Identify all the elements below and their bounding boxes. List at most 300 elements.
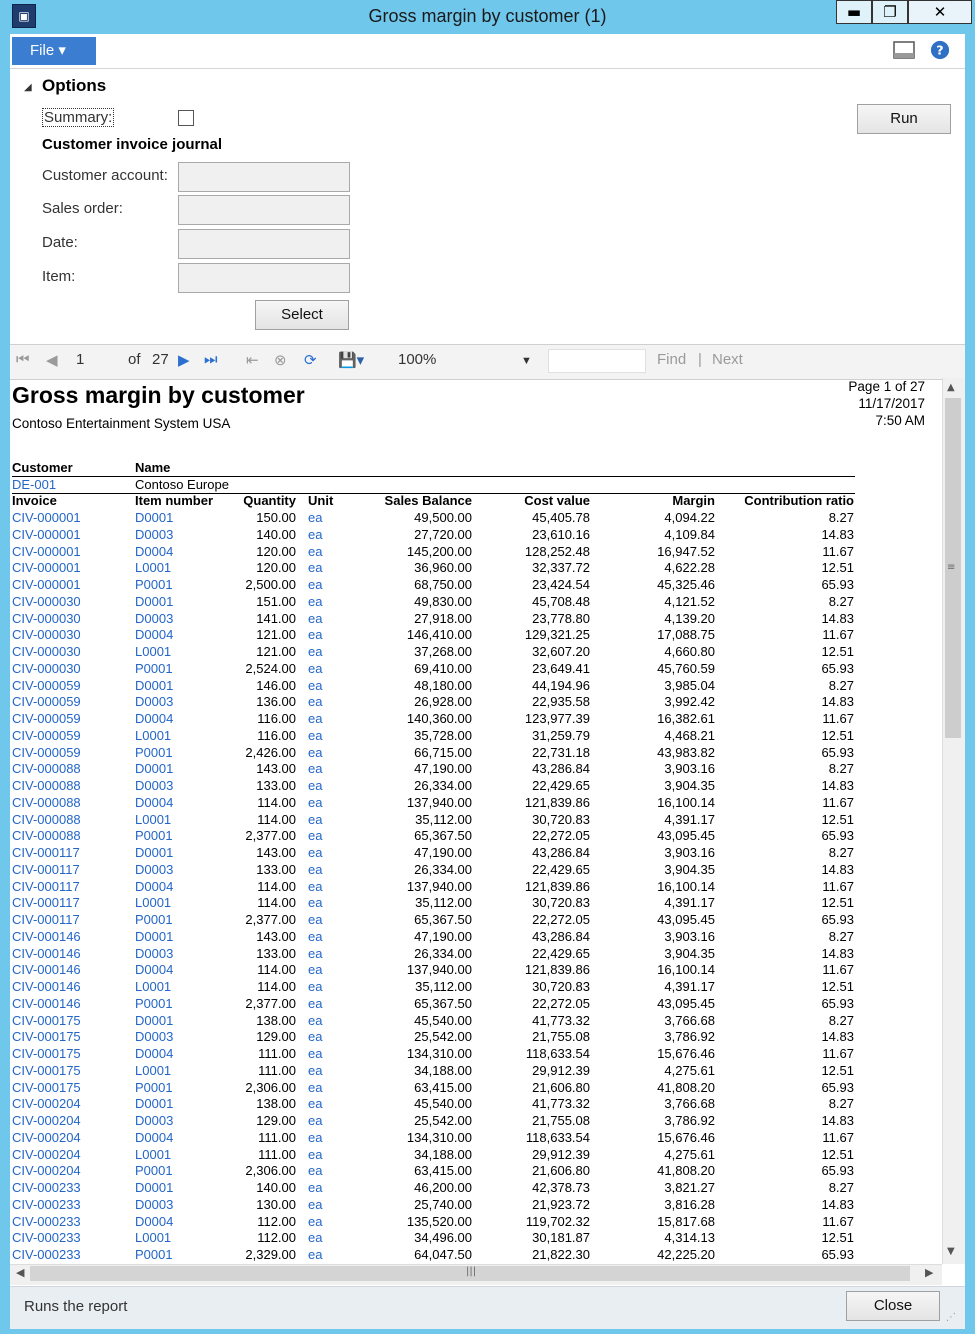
file-menu-button[interactable]: File ▾: [12, 37, 96, 65]
invoice-cell[interactable]: CIV-000059: [12, 711, 81, 726]
margin-cell: 15,676.46: [657, 1129, 715, 1145]
unit-cell[interactable]: ea: [308, 895, 323, 911]
run-button[interactable]: Run: [857, 104, 951, 134]
item-number-cell[interactable]: L0001: [135, 811, 172, 827]
invoice-cell[interactable]: CIV-000059: [12, 694, 81, 710]
unit-cell[interactable]: ea: [308, 577, 323, 592]
sales-balance-cell: 47,190.00: [414, 761, 472, 777]
item-number-cell[interactable]: P0001: [135, 1163, 173, 1179]
quantity-cell: 151.00: [256, 593, 296, 609]
quantity-cell: 129.00: [256, 1113, 296, 1128]
stop-icon[interactable]: ⊗: [274, 352, 287, 369]
margin-cell: 3,904.35: [664, 778, 715, 793]
item-number-cell[interactable]: D0001: [135, 1012, 174, 1028]
last-page-icon[interactable]: ⏭: [204, 351, 218, 368]
unit-cell[interactable]: ea: [308, 711, 323, 726]
unit-cell[interactable]: ea: [308, 861, 323, 877]
item-number-cell[interactable]: P0001: [135, 912, 173, 927]
sales-balance-cell: 36,960.00: [414, 560, 472, 576]
quantity-cell: 140.00: [256, 1180, 296, 1195]
unit-cell[interactable]: ea: [308, 962, 323, 978]
cost-value-cell: 22,272.05: [532, 912, 590, 927]
sales-balance-cell: 34,188.00: [414, 1062, 472, 1078]
margin-cell: 15,676.46: [657, 1046, 715, 1061]
unit-cell[interactable]: ea: [308, 794, 323, 810]
unit-cell[interactable]: ea: [308, 677, 323, 693]
layout-icon[interactable]: [893, 40, 915, 60]
zoom-select[interactable]: 100%: [398, 351, 437, 368]
unit-cell[interactable]: ea: [308, 593, 323, 609]
cost-value-cell: 43,286.84: [532, 845, 590, 860]
summary-label: Summary:: [44, 109, 113, 126]
invoice-cell[interactable]: CIV-000117: [12, 878, 80, 894]
item-number-cell[interactable]: D0004: [135, 1129, 174, 1145]
invoice-cell[interactable]: CIV-000204: [12, 1096, 81, 1112]
cost-value-cell: 21,822.30: [532, 1247, 590, 1262]
margin-cell: 3,903.16: [664, 761, 715, 777]
unit-cell[interactable]: ea: [308, 660, 323, 676]
unit-cell[interactable]: ea: [308, 1062, 323, 1078]
close-button[interactable]: Close: [846, 1291, 940, 1321]
margin-cell: 43,095.45: [657, 995, 715, 1011]
invoice-cell[interactable]: CIV-000030: [12, 593, 81, 609]
unit-cell[interactable]: ea: [308, 845, 323, 860]
back-icon[interactable]: ⇤: [246, 352, 259, 369]
unit-cell[interactable]: ea: [308, 1113, 323, 1128]
quantity-cell: 2,524.00: [245, 660, 296, 676]
item-number-cell[interactable]: D0004: [135, 543, 174, 559]
margin-cell: 3,821.27: [664, 1180, 715, 1195]
contribution-ratio-cell: 65.93: [821, 744, 854, 760]
contribution-ratio-cell: 65.93: [821, 577, 854, 592]
unit-cell[interactable]: ea: [308, 526, 323, 542]
sales-balance-cell: 35,112.00: [415, 979, 472, 994]
invoice-cell[interactable]: CIV-000175: [12, 1046, 81, 1061]
scroll-right-icon[interactable]: ▶: [925, 1266, 934, 1279]
contribution-ratio-cell: 8.27: [828, 677, 854, 693]
cost-value-cell: 21,923.72: [532, 1196, 590, 1212]
quantity-cell: 2,426.00: [245, 744, 296, 760]
margin-cell: 41,808.20: [657, 1163, 715, 1179]
contribution-ratio-cell: 65.93: [821, 1079, 854, 1095]
item-label: Item:: [42, 268, 76, 285]
page-number-input[interactable]: 1: [76, 351, 85, 368]
quantity-cell: 129.00: [256, 1029, 296, 1045]
unit-cell[interactable]: ea: [308, 979, 323, 994]
sales-balance-cell: 65,367.50: [414, 912, 472, 927]
cost-value-cell: 32,337.72: [532, 560, 590, 576]
invoice-cell[interactable]: CIV-000001: [12, 510, 81, 525]
unit-cell[interactable]: ea: [308, 1079, 323, 1095]
unit-cell[interactable]: ea: [308, 610, 323, 626]
margin-cell: 16,100.14: [657, 878, 715, 894]
margin-cell: 4,275.61: [664, 1146, 715, 1162]
quantity-cell: 112.00: [257, 1213, 296, 1229]
customer-column-header: Customer: [12, 460, 73, 475]
margin-cell: 4,121.52: [664, 593, 715, 609]
unit-cell[interactable]: ea: [308, 778, 323, 793]
item-number-cell[interactable]: D0004: [135, 1213, 174, 1229]
sales-balance-cell: 48,180.00: [414, 677, 472, 693]
invoice-cell[interactable]: CIV-000001: [12, 577, 81, 592]
contribution-ratio-cell: 12.51: [821, 979, 854, 994]
invoice-cell[interactable]: CIV-000030: [12, 627, 81, 643]
contribution-ratio-cell: 14.83: [821, 694, 854, 710]
company-name: Contoso Entertainment System USA: [12, 416, 231, 431]
invoice-cell[interactable]: CIV-000088: [12, 811, 81, 827]
invoice-cell[interactable]: CIV-000117: [12, 845, 80, 860]
contribution-ratio-cell: 14.83: [821, 945, 854, 961]
cost-value-cell: 119,702.32: [525, 1213, 590, 1229]
invoice-cell[interactable]: CIV-000233: [12, 1230, 81, 1246]
margin-cell: 16,382.61: [657, 711, 715, 726]
contribution-ratio-cell: 12.51: [821, 644, 854, 659]
contribution-ratio-cell: 11.67: [822, 878, 854, 894]
item-number-cell[interactable]: L0001: [135, 727, 172, 743]
sales-balance-cell: 64,047.50: [414, 1247, 472, 1262]
quantity-cell: 111.00: [258, 1046, 296, 1061]
maximize-button[interactable]: ❐: [872, 0, 908, 24]
sales-balance-cell: 34,496.00: [414, 1230, 472, 1246]
item-number-cell[interactable]: L0001: [135, 560, 172, 576]
unit-cell[interactable]: ea: [308, 1163, 323, 1179]
unit-cell[interactable]: ea: [308, 1046, 323, 1061]
quantity-cell: 133.00: [256, 945, 296, 961]
contribution-ratio-cell: 8.27: [828, 928, 854, 944]
cost-value-column-header: Cost value: [524, 493, 590, 508]
item-number-cell[interactable]: D0001: [135, 677, 174, 693]
margin-cell: 45,760.59: [657, 660, 715, 676]
customer-name: Contoso Europe: [135, 477, 229, 492]
unit-cell[interactable]: ea: [308, 694, 323, 710]
close-window-button[interactable]: ✕: [908, 0, 972, 24]
unit-cell[interactable]: ea: [308, 1213, 323, 1229]
cost-value-cell: 118,633.54: [525, 1046, 590, 1061]
contribution-ratio-cell: 8.27: [828, 510, 854, 525]
quantity-cell: 112.00: [257, 1230, 296, 1246]
customer-id-link[interactable]: DE-001: [12, 477, 57, 492]
sales-balance-column-header: Sales Balance: [384, 493, 472, 508]
invoice-cell[interactable]: CIV-000030: [12, 660, 81, 676]
invoice-cell[interactable]: CIV-000233: [12, 1196, 81, 1212]
margin-cell: 3,985.04: [664, 677, 715, 693]
invoice-cell[interactable]: CIV-000088: [12, 761, 81, 777]
quantity-cell: 114.00: [257, 811, 296, 827]
quantity-cell: 143.00: [256, 928, 296, 944]
invoice-cell[interactable]: CIV-000117: [12, 861, 80, 877]
margin-cell: 4,391.17: [664, 979, 715, 994]
item-number-cell[interactable]: P0001: [135, 660, 173, 676]
sales-balance-cell: 47,190.00: [414, 928, 472, 944]
item-number-cell[interactable]: D0004: [135, 1046, 174, 1061]
invoice-cell[interactable]: CIV-000117: [12, 895, 80, 911]
item-number-cell[interactable]: D0003: [135, 778, 174, 793]
cost-value-cell: 29,912.39: [532, 1146, 590, 1162]
unit-cell[interactable]: ea: [308, 1180, 323, 1195]
item-number-cell[interactable]: P0001: [135, 577, 173, 592]
sales-balance-cell: 137,940.00: [406, 794, 472, 810]
item-number-cell[interactable]: D0003: [135, 1196, 174, 1212]
report-time: 7:50 AM: [875, 413, 925, 428]
collapse-icon[interactable]: ◢: [24, 82, 32, 93]
first-page-icon[interactable]: ⏮: [16, 351, 30, 368]
quantity-cell: 136.00: [256, 694, 296, 710]
refresh-icon[interactable]: ⟳: [304, 352, 317, 369]
previous-page-icon[interactable]: ◀: [46, 352, 58, 369]
invoice-cell[interactable]: CIV-000001: [12, 560, 81, 576]
contribution-ratio-cell: 11.67: [822, 1129, 854, 1145]
invoice-cell[interactable]: CIV-000001: [12, 543, 81, 559]
invoice-cell[interactable]: CIV-000204: [12, 1113, 81, 1128]
cost-value-cell: 22,731.18: [532, 744, 590, 760]
export-icon[interactable]: 💾▾: [338, 352, 365, 369]
unit-cell[interactable]: ea: [308, 1230, 323, 1246]
item-number-cell[interactable]: L0001: [135, 1062, 172, 1078]
contribution-ratio-cell: 12.51: [821, 560, 854, 576]
item-number-cell[interactable]: L0001: [135, 1146, 172, 1162]
cost-value-cell: 41,773.32: [532, 1012, 590, 1028]
cost-value-cell: 43,286.84: [532, 761, 590, 777]
invoice-cell[interactable]: CIV-000059: [12, 744, 81, 760]
sales-balance-cell: 140,360.00: [406, 711, 472, 726]
invoice-cell[interactable]: CIV-000001: [12, 526, 81, 542]
unit-cell[interactable]: ea: [308, 1096, 323, 1112]
item-number-cell[interactable]: P0001: [135, 1247, 173, 1262]
quantity-cell: 133.00: [256, 778, 296, 793]
sales-order-input[interactable]: [178, 195, 350, 225]
sales-balance-cell: 46,200.00: [414, 1180, 472, 1195]
options-header[interactable]: Options: [42, 76, 107, 95]
item-number-cell[interactable]: P0001: [135, 828, 173, 844]
margin-cell: 43,983.82: [657, 744, 715, 760]
zoom-dropdown-icon[interactable]: ▼: [521, 355, 532, 367]
svg-text:?: ?: [936, 42, 944, 58]
quantity-cell: 2,306.00: [245, 1079, 296, 1095]
item-number-cell[interactable]: D0001: [135, 845, 174, 860]
sales-balance-cell: 34,188.00: [414, 1146, 472, 1162]
find-input[interactable]: [548, 349, 646, 373]
invoice-cell[interactable]: CIV-000030: [12, 610, 81, 626]
contribution-ratio-cell: 14.83: [821, 778, 854, 793]
item-number-cell[interactable]: P0001: [135, 1079, 173, 1095]
invoice-cell[interactable]: CIV-000146: [12, 995, 81, 1011]
item-number-cell[interactable]: L0001: [135, 979, 172, 994]
margin-cell: 42,225.20: [657, 1247, 715, 1262]
item-number-cell[interactable]: L0001: [135, 644, 172, 659]
unit-cell[interactable]: ea: [308, 878, 323, 894]
unit-cell[interactable]: ea: [308, 727, 323, 743]
quantity-cell: 114.00: [257, 878, 296, 894]
unit-cell[interactable]: ea: [308, 995, 323, 1011]
sales-balance-cell: 35,112.00: [415, 811, 472, 827]
margin-cell: 3,904.35: [664, 945, 715, 961]
item-number-cell[interactable]: D0004: [135, 627, 174, 643]
sales-balance-cell: 45,540.00: [414, 1012, 472, 1028]
summary-checkbox[interactable]: [178, 110, 194, 126]
sales-balance-cell: 35,112.00: [415, 895, 472, 911]
help-icon[interactable]: [929, 40, 951, 60]
customer-account-input[interactable]: [178, 162, 350, 192]
margin-cell: 4,660.80: [664, 644, 715, 659]
next-page-icon[interactable]: ▶: [178, 352, 190, 369]
quantity-cell: 138.00: [256, 1012, 296, 1028]
unit-cell[interactable]: ea: [308, 761, 323, 777]
invoice-cell[interactable]: CIV-000175: [12, 1012, 81, 1028]
contribution-ratio-cell: 12.51: [821, 811, 854, 827]
item-number-cell[interactable]: D0003: [135, 945, 174, 961]
item-number-cell[interactable]: D0003: [135, 526, 174, 542]
item-number-cell[interactable]: D0001: [135, 593, 174, 609]
next-link[interactable]: Next: [712, 351, 743, 368]
resize-grip-icon[interactable]: ⋰: [946, 1312, 956, 1323]
item-number-cell[interactable]: P0001: [135, 995, 173, 1011]
find-link[interactable]: Find: [657, 351, 687, 368]
scroll-left-icon[interactable]: ◀: [16, 1266, 25, 1279]
item-number-cell[interactable]: D0001: [135, 1096, 174, 1112]
contribution-ratio-cell: 14.83: [821, 1113, 854, 1128]
contribution-ratio-cell: 12.51: [821, 727, 854, 743]
invoice-cell[interactable]: CIV-000117: [12, 912, 80, 927]
item-number-cell[interactable]: D0001: [135, 928, 174, 944]
margin-cell: 3,903.16: [664, 928, 715, 944]
unit-cell[interactable]: ea: [308, 1129, 323, 1145]
margin-cell: 3,786.92: [664, 1029, 715, 1045]
cost-value-cell: 121,839.86: [524, 962, 590, 978]
grip-icon: ≡: [947, 562, 956, 573]
invoice-cell[interactable]: CIV-000146: [12, 962, 81, 978]
invoice-cell[interactable]: CIV-000146: [12, 979, 81, 994]
item-number-cell[interactable]: D0001: [135, 1180, 174, 1195]
invoice-cell[interactable]: CIV-000088: [12, 828, 81, 844]
margin-column-header: Margin: [672, 493, 715, 508]
unit-cell[interactable]: ea: [308, 912, 323, 927]
cost-value-cell: 45,405.78: [532, 510, 590, 525]
select-button[interactable]: Select: [255, 300, 349, 330]
margin-cell: 16,100.14: [657, 962, 715, 978]
cost-value-cell: 41,773.32: [532, 1096, 590, 1112]
invoice-cell[interactable]: CIV-000204: [12, 1146, 81, 1162]
cost-value-cell: 22,935.58: [532, 694, 590, 710]
margin-cell: 3,766.68: [664, 1012, 715, 1028]
unit-cell[interactable]: ea: [308, 510, 323, 525]
unit-cell[interactable]: ea: [308, 543, 323, 559]
cost-value-cell: 22,429.65: [532, 861, 590, 877]
item-number-cell[interactable]: L0001: [135, 1230, 172, 1246]
invoice-cell[interactable]: CIV-000233: [12, 1213, 81, 1229]
invoice-cell[interactable]: CIV-000088: [12, 794, 81, 810]
quantity-cell: 121.00: [256, 627, 296, 643]
sales-balance-cell: 26,334.00: [414, 861, 472, 877]
menu-bar: [10, 34, 965, 69]
unit-cell[interactable]: ea: [308, 1196, 323, 1212]
quantity-cell: 111.00: [258, 1146, 296, 1162]
invoice-cell[interactable]: CIV-000204: [12, 1163, 81, 1179]
unit-cell[interactable]: ea: [308, 560, 323, 576]
invoice-cell[interactable]: CIV-000059: [12, 677, 81, 693]
sales-balance-cell: 49,500.00: [414, 510, 472, 525]
invoice-cell[interactable]: CIV-000059: [12, 727, 81, 743]
item-number-cell[interactable]: D0001: [135, 510, 174, 525]
invoice-cell[interactable]: CIV-000146: [12, 928, 81, 944]
item-number-cell[interactable]: D0003: [135, 610, 174, 626]
item-number-cell[interactable]: D0001: [135, 761, 174, 777]
quantity-cell: 111.00: [258, 1062, 296, 1078]
item-number-cell[interactable]: D0003: [135, 1029, 174, 1045]
quantity-cell: 150.00: [256, 510, 296, 525]
item-number-cell[interactable]: D0004: [135, 711, 174, 726]
minimize-button[interactable]: ▬: [836, 0, 872, 24]
sales-balance-cell: 66,715.00: [414, 744, 472, 760]
unit-cell[interactable]: ea: [308, 1012, 323, 1028]
unit-cell[interactable]: ea: [308, 1029, 323, 1045]
cost-value-cell: 21,606.80: [532, 1163, 590, 1179]
item-number-cell[interactable]: P0001: [135, 744, 173, 760]
unit-cell[interactable]: ea: [308, 928, 323, 944]
item-number-cell[interactable]: D0003: [135, 1113, 174, 1128]
unit-cell[interactable]: ea: [308, 811, 323, 827]
invoice-cell[interactable]: CIV-000204: [12, 1129, 81, 1145]
item-number-cell[interactable]: L0001: [135, 895, 172, 911]
quantity-cell: 114.00: [257, 979, 296, 994]
invoice-cell[interactable]: CIV-000146: [12, 945, 81, 961]
unit-cell[interactable]: ea: [308, 945, 323, 961]
invoice-column-header: Invoice: [12, 493, 57, 508]
margin-cell: 3,816.28: [664, 1196, 715, 1212]
unit-cell[interactable]: ea: [308, 744, 323, 760]
sales-balance-cell: 68,750.00: [414, 577, 472, 592]
contribution-ratio-cell: 65.93: [821, 1163, 854, 1179]
unit-cell[interactable]: ea: [308, 828, 323, 844]
invoice-cell[interactable]: CIV-000030: [12, 644, 81, 659]
item-number-cell[interactable]: D0004: [135, 962, 174, 978]
invoice-cell[interactable]: CIV-000088: [12, 778, 81, 793]
sales-balance-cell: 26,334.00: [414, 778, 472, 793]
item-number-cell[interactable]: D0004: [135, 878, 174, 894]
unit-cell[interactable]: ea: [308, 627, 323, 643]
margin-cell: 3,766.68: [664, 1096, 715, 1112]
unit-cell[interactable]: ea: [308, 644, 323, 659]
unit-cell[interactable]: ea: [308, 1247, 323, 1262]
scroll-up-icon[interactable]: ▲: [947, 382, 955, 393]
sales-balance-cell: 26,928.00: [414, 694, 472, 710]
item-input[interactable]: [178, 263, 350, 293]
invoice-cell[interactable]: CIV-000233: [12, 1180, 81, 1195]
report-title: Gross margin by customer: [12, 382, 305, 408]
contribution-ratio-cell: 12.51: [821, 895, 854, 911]
invoice-cell[interactable]: CIV-000175: [12, 1079, 81, 1095]
scroll-down-icon[interactable]: ▼: [947, 1246, 955, 1257]
customer-account-label: Customer account:: [42, 167, 168, 184]
quantity-cell: 120.00: [256, 560, 296, 576]
item-number-cell[interactable]: D0004: [135, 794, 174, 810]
cost-value-cell: 23,424.54: [532, 577, 590, 592]
invoice-cell[interactable]: CIV-000175: [12, 1029, 81, 1045]
item-number-cell[interactable]: D0003: [135, 694, 174, 710]
contribution-ratio-cell: 65.93: [821, 912, 854, 927]
sales-balance-cell: 27,918.00: [414, 610, 472, 626]
unit-cell[interactable]: ea: [308, 1146, 323, 1162]
margin-cell: 16,947.52: [657, 543, 715, 559]
date-input[interactable]: [178, 229, 350, 259]
margin-cell: 41,808.20: [657, 1079, 715, 1095]
invoice-cell[interactable]: CIV-000233: [12, 1247, 81, 1262]
contribution-ratio-cell: 11.67: [822, 1213, 854, 1229]
contribution-ratio-cell: 8.27: [828, 761, 854, 777]
item-number-cell[interactable]: D0003: [135, 861, 174, 877]
cost-value-cell: 21,755.08: [532, 1113, 590, 1128]
invoice-cell[interactable]: CIV-000175: [12, 1062, 81, 1078]
margin-cell: 17,088.75: [657, 627, 715, 643]
